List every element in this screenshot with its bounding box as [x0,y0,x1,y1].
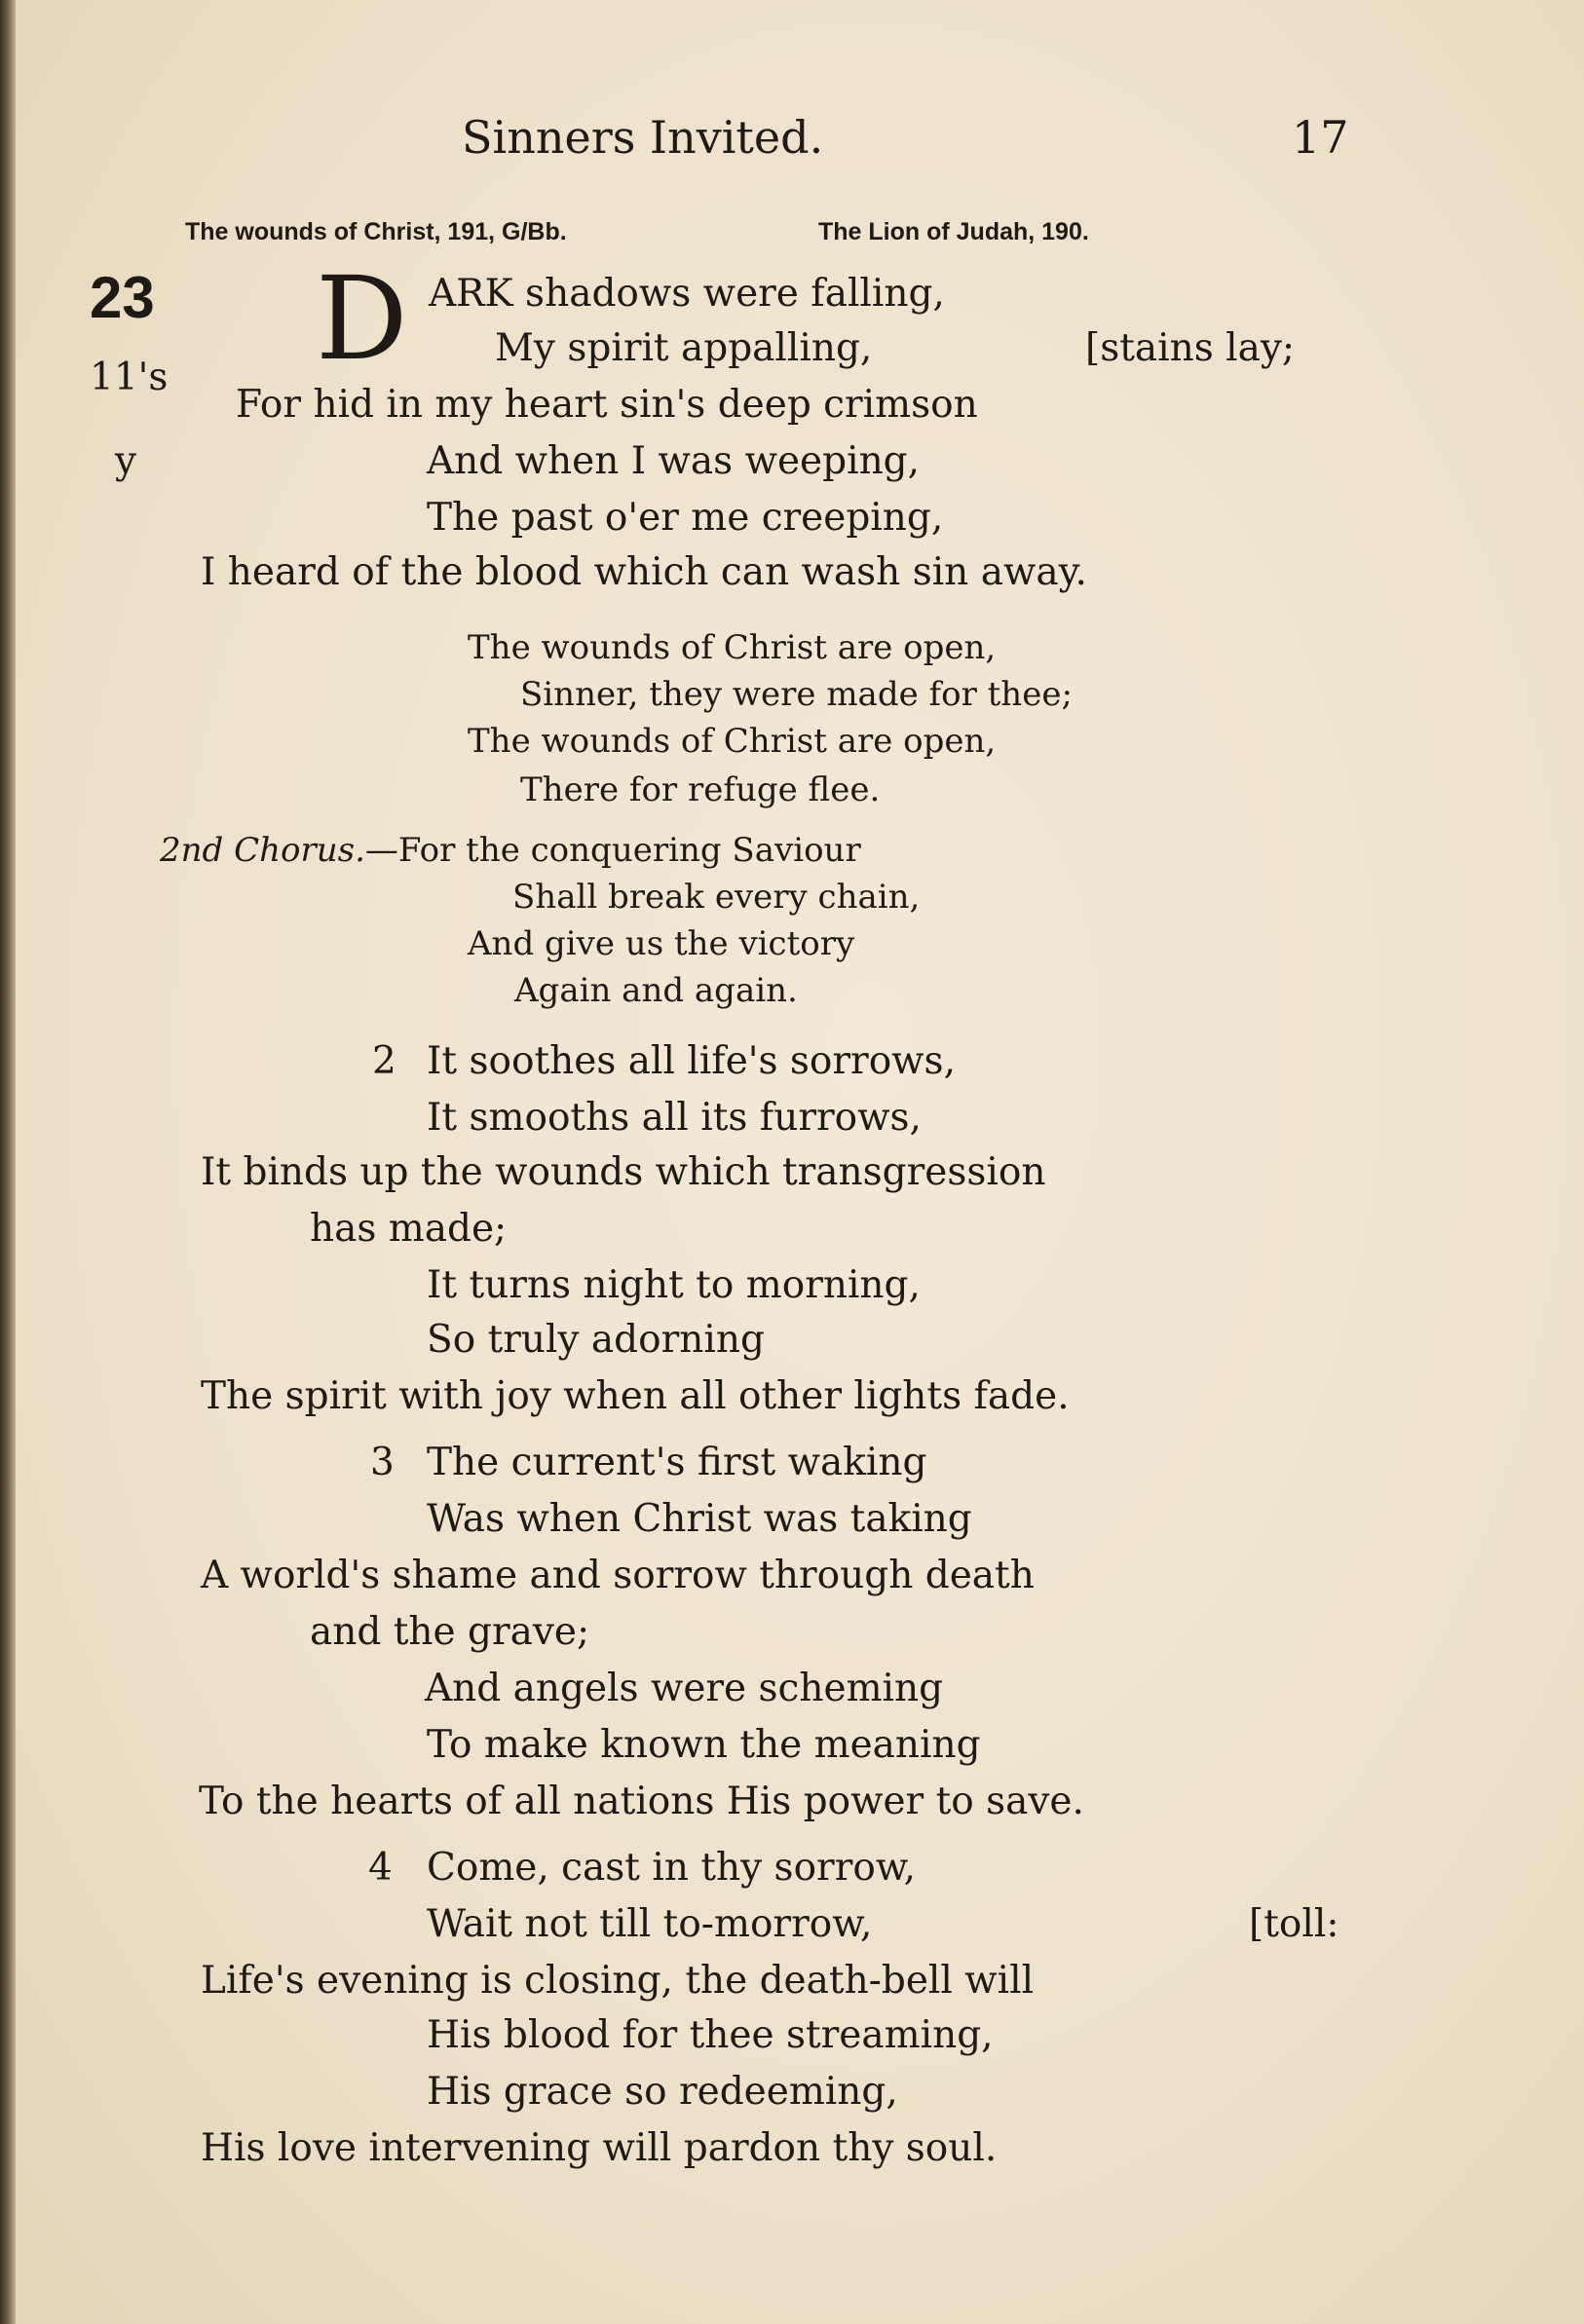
chorus-line: There for refuge flee. [520,770,881,809]
verse2-line: It turns night to morning, [427,1263,921,1307]
hymn-number: 23 [90,265,155,330]
verse1-line: ARK shadows were falling, [429,272,945,316]
verse4-number: 4 [368,1846,393,1890]
verse2-line: It binds up the wounds which transgression [201,1150,1046,1194]
chorus2-line: Again and again. [514,971,798,1010]
chorus2-line: —For the conquering Saviour [364,831,861,870]
page-number: 17 [1292,111,1349,164]
hymn-meter: 11's [90,356,169,399]
hymn-marker: y [115,439,137,483]
verse1-line: I heard of the blood which can wash sin away. [201,550,1087,594]
verse3-line: A world's shame and sorrow through death [201,1554,1035,1597]
verse2-line: The spirit with joy when all other lights fade. [201,1374,1070,1418]
chorus-line: The wounds of Christ are open, [468,722,997,761]
verse4-line: Life's evening is closing, the death-bell will [201,1959,1035,2003]
verse3-line: and the grave; [310,1610,590,1654]
drop-cap: D [316,251,408,386]
verse2-line: It soothes all life's sorrows, [427,1039,956,1083]
verse1-line: The past o'er me creeping, [427,496,944,540]
chorus2-label: 2nd Chorus. [160,831,365,870]
verse1-turnover: [stains lay; [1085,326,1296,370]
verse2-line: It smooths all its furrows, [427,1096,922,1140]
verse4-turnover: [toll: [1249,1902,1339,1946]
tune-reference-2: The Lion of Judah, 190. [818,218,1089,245]
verse2-line: has made; [310,1207,508,1251]
verse3-line: To the hearts of all nations His power to save. [199,1780,1084,1823]
chorus2-line: Shall break every chain, [512,878,921,917]
verse4-line: Wait not till to-morrow, [427,1902,873,1946]
verse3-line: And angels were scheming [425,1667,944,1710]
book-spine-shadow [0,0,16,2324]
verse4-line: His love intervening will pardon thy soul. [201,2126,998,2170]
verse3-line: Was when Christ was taking [427,1497,972,1541]
verse3-number: 3 [370,1441,395,1484]
tune-reference-1: The wounds of Christ, 191, G/Bb. [185,218,567,245]
chorus-line: The wounds of Christ are open, [468,628,997,667]
verse4-line: Come, cast in thy sorrow, [427,1846,916,1890]
chorus2-line: And give us the victory [468,924,855,963]
verse4-line: His blood for thee streaming, [427,2013,994,2057]
verse2-line: So truly adorning [427,1318,765,1362]
verse1-line: And when I was weeping, [427,439,921,483]
verse3-line: The current's first waking [427,1441,927,1484]
chorus-line: Sinner, they were made for thee; [520,675,1073,714]
verse1-line: For hid in my heart sin's deep crimson [236,383,978,427]
chorus2-first-line [160,831,861,870]
page-title: Sinners Invited. [462,111,824,164]
verse2-number: 2 [372,1039,396,1083]
verse3-line: To make known the meaning [427,1723,981,1767]
verse1-line: My spirit appalling, [495,326,873,370]
verse4-line: His grace so redeeming, [427,2070,898,2114]
